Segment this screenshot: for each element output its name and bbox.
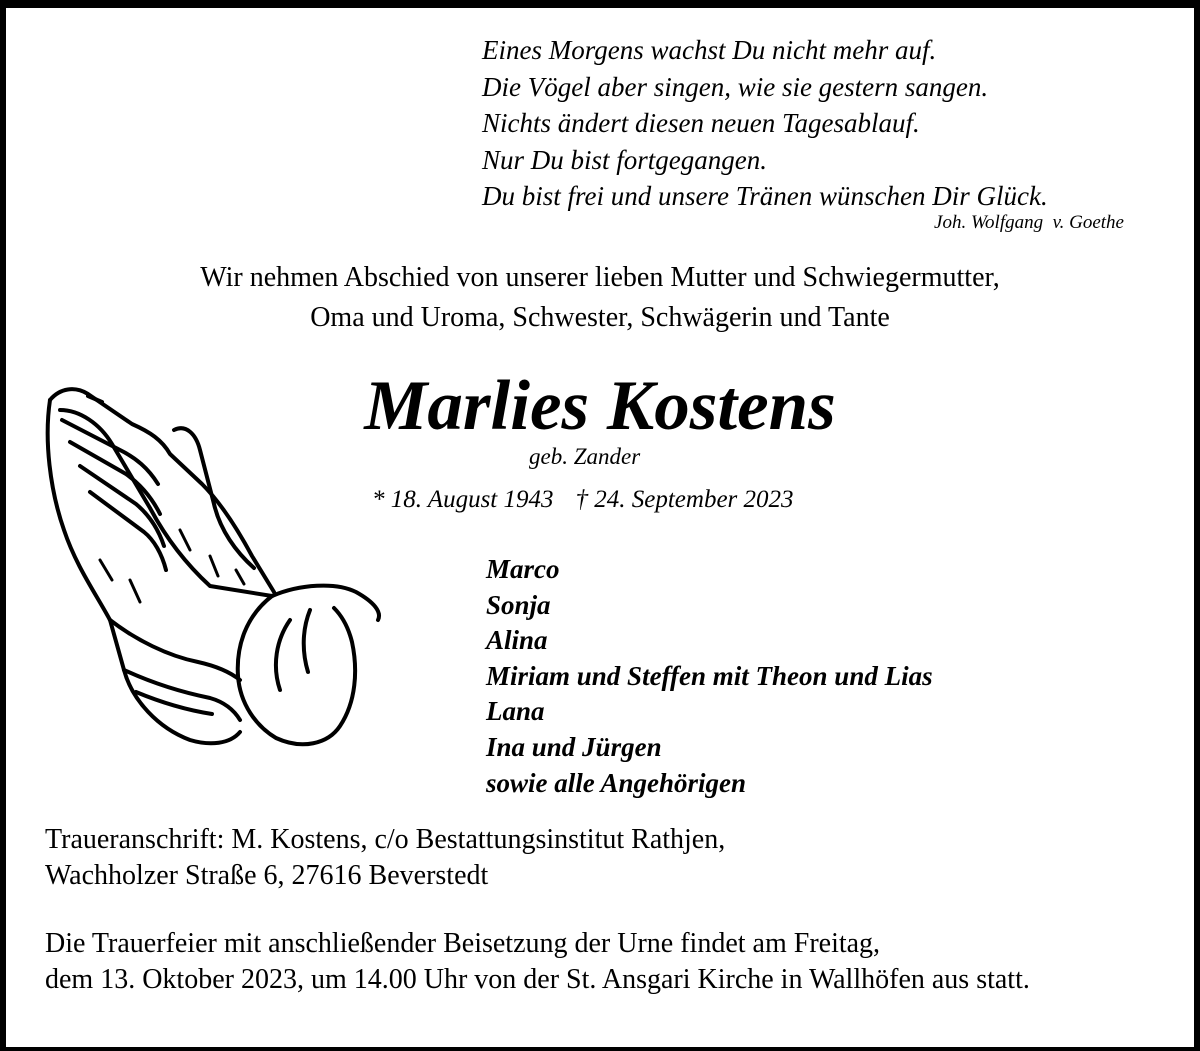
mourner: Ina und Jürgen: [486, 731, 662, 762]
poem-line: Die Vögel aber singen, wie sie gestern sangen.: [482, 71, 989, 102]
poem-line: Nichts ändert diesen neuen Tagesablauf.: [482, 108, 920, 138]
life-dates: [372, 486, 816, 514]
mourner: Miriam und Steffen mit Theon und Lias: [486, 660, 933, 691]
poem: [482, 32, 1048, 215]
death-date: † 24. September 2023: [575, 486, 794, 513]
poem-line: Du bist frei und unsere Tränen wünschen Dir Glück.: [482, 181, 1048, 211]
mourning-address: [45, 822, 725, 894]
poem-author: Joh. Wolfgang v. Goethe: [934, 212, 1124, 233]
address-line: Wachholzer Straße 6, 27616 Beverstedt: [45, 860, 489, 891]
intro-line: Oma und Uroma, Schwester, Schwägerin und Tante: [310, 302, 890, 333]
address-line: Traueranschrift: M. Kostens, c/o Bestattungsinstitut Rathjen,: [45, 824, 726, 855]
mourner: sowie alle Angehörigen: [486, 767, 747, 798]
ceremony-line: Die Trauerfeier mit anschließender Beisetzung der Urne findet am Freitag,: [45, 928, 881, 959]
deceased-name: Marlies Kostens: [364, 367, 836, 445]
intro-line: Wir nehmen Abschied von unserer lieben Mutter und Schwiegermutter,: [200, 262, 1000, 293]
mourner: Alina: [486, 625, 548, 656]
mourners-list: [486, 552, 933, 801]
ceremony-info: [45, 926, 1030, 998]
ceremony-line: dem 13. Oktober 2023, um 14.00 Uhr von der St. Ansgari Kirche in Wallhöfen aus statt.: [45, 964, 1030, 995]
mourner: Marco: [486, 554, 560, 584]
mourner: Sonja: [486, 589, 551, 620]
intro-text: [0, 258, 1200, 338]
poem-line: Eines Morgens wachst Du nicht mehr auf.: [482, 35, 937, 65]
maiden-name: geb. Zander: [529, 444, 641, 469]
birth-date: * 18. August 1943: [372, 486, 554, 513]
mourner: Lana: [486, 696, 545, 727]
poem-line: Nur Du bist fortgegangen.: [482, 144, 768, 175]
